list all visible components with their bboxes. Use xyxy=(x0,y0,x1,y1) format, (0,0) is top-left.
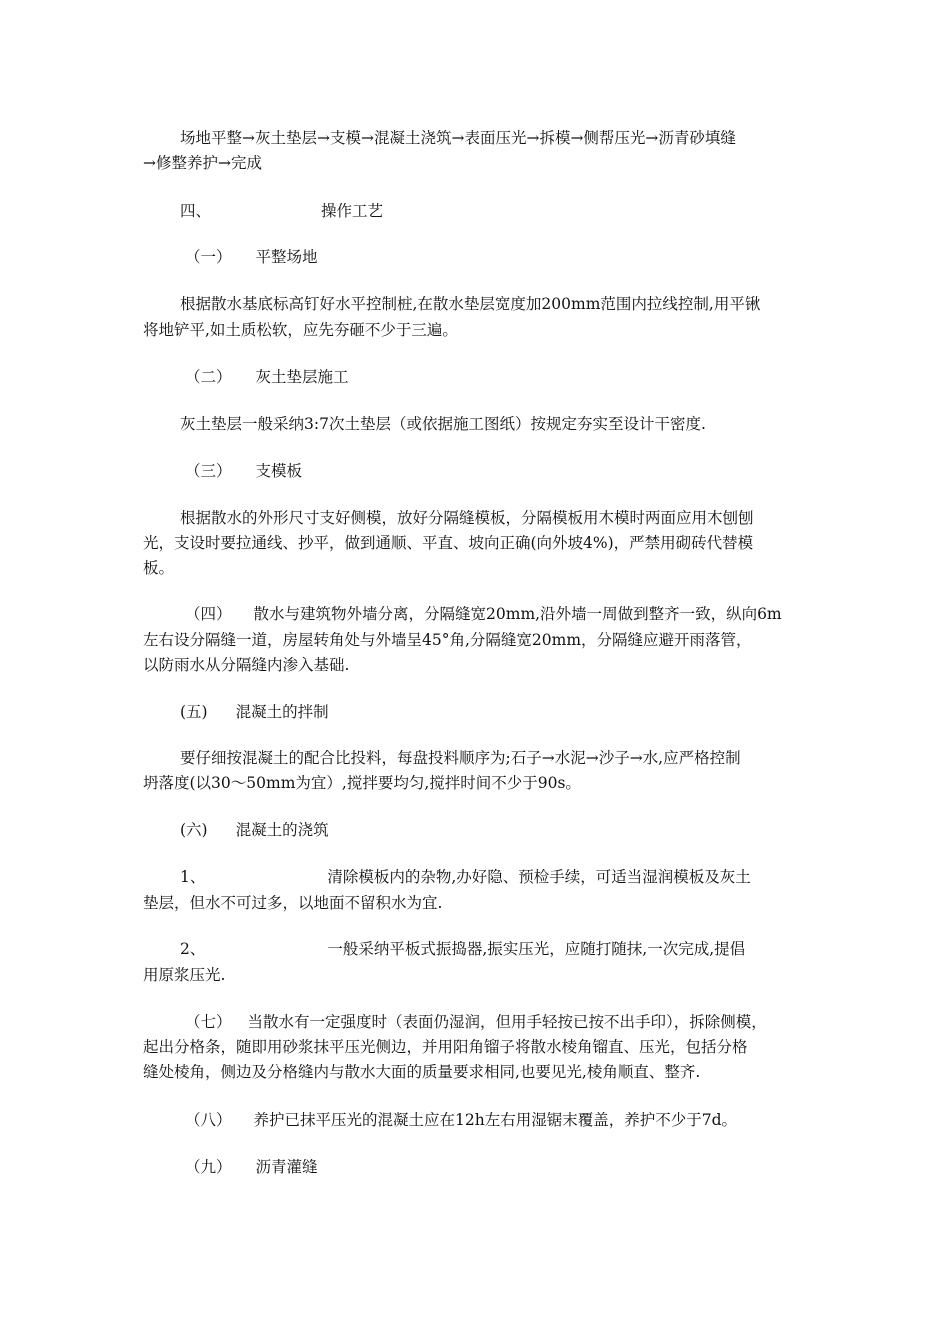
subsection-number: （九） xyxy=(185,1158,232,1176)
subsection-title: 平整场地 xyxy=(255,248,318,266)
paragraph-line: 要仔细按混凝土的配合比投料，每盘投料顺序为;石子→水泥→沙子→水,应严格控制 xyxy=(180,749,741,767)
subsection-2-heading xyxy=(185,367,349,387)
subsection-number: （三） xyxy=(185,462,232,480)
subsection-title: 混凝土的浇筑 xyxy=(235,821,329,839)
paragraph-line: 坍落度(以30～50mm为宜）,搅拌要均匀,搅拌时间不少于90s。 xyxy=(143,774,581,792)
subsection-1-heading xyxy=(185,247,318,267)
subsection-number: （一） xyxy=(185,248,232,266)
subsection-5-heading xyxy=(180,702,329,722)
subsection-6-heading xyxy=(180,820,329,840)
subsection-9-heading xyxy=(185,1157,318,1177)
subsection-4-line-1 xyxy=(185,604,782,624)
paragraph-line: 板。 xyxy=(143,559,175,577)
paragraph-line: 光，支设时要拉通线、抄平，做到通顺、平直、坡向正确(向外坡4%)，严禁用砌砖代替模 xyxy=(143,534,754,552)
list-item-text: 一般采纳平板式振捣器,振实压光，应随打随抹,一次完成,提倡 xyxy=(327,940,746,958)
paragraph-line: 以防雨水从分隔缝内渗入基础. xyxy=(143,656,350,674)
subsection-number: (六) xyxy=(180,821,208,839)
subsection-number: (五) xyxy=(180,703,208,721)
subsection-7-line-1 xyxy=(185,1012,767,1032)
paragraph-line: 灰土垫层一般采纳3:7次土垫层（或依据施工图纸）按规定夯实至设计干密度. xyxy=(180,415,706,433)
list-item-number: 2、 xyxy=(180,940,206,958)
list-item-number: 1、 xyxy=(180,868,206,886)
list-item-text: 清除模板内的杂物,办好隐、预检手续，可适当湿润模板及灰土 xyxy=(327,868,751,886)
subsection-number: （七） xyxy=(185,1013,232,1031)
flow-line-2: →修整养护→完成 xyxy=(143,154,262,172)
subsection-title: 沥青灌缝 xyxy=(255,1158,318,1176)
paragraph-line: 将地铲平,如土质松软，应先夯砸不少于三遍。 xyxy=(143,321,458,339)
paragraph-text: 散水与建筑物外墙分离，分隔缝宽20mm,沿外墙一周做到整齐一致，纵向6m xyxy=(253,605,782,623)
flow-line-1: 场地平整→灰土垫层→支模→混凝土浇筑→表面压光→拆模→侧帮压光→沥青砂填缝 xyxy=(180,129,736,147)
subsection-number: （二） xyxy=(185,368,232,386)
section-4-heading xyxy=(180,201,383,221)
section-title: 操作工艺 xyxy=(321,202,384,220)
subsection-3-heading xyxy=(185,461,302,481)
paragraph-line: 左右设分隔缝一道，房屋转角处与外墙呈45°角,分隔缝宽20mm，分隔缝应避开雨落管， xyxy=(143,631,752,649)
section-number: 四、 xyxy=(180,202,212,220)
subsection-8-line-1 xyxy=(185,1110,737,1130)
list-item-2-line-1 xyxy=(180,939,745,959)
paragraph-line: 缝处棱角，侧边及分格缝内与散水大面的质量要求相同,也要见光,棱角顺直、整齐. xyxy=(143,1063,701,1081)
list-item-1-line-1 xyxy=(180,867,751,887)
paragraph-text: 养护已抹平压光的混凝土应在12h左右用湿锯末覆盖，养护不少于7d。 xyxy=(253,1111,738,1129)
paragraph-text: 当散水有一定强度时（表面仍湿润，但用手轻按已按不出手印），拆除侧模， xyxy=(247,1013,767,1031)
subsection-number: （八） xyxy=(185,1111,232,1129)
paragraph-line: 垫层，但水不可过多，以地面不留积水为宜. xyxy=(143,894,443,912)
subsection-title: 灰土垫层施工 xyxy=(255,368,349,386)
paragraph-line: 用原浆压光. xyxy=(143,966,226,984)
subsection-title: 支模板 xyxy=(255,462,303,480)
paragraph-line: 根据散水的外形尺寸支好侧模，放好分隔缝模板，分隔模板用木模时两面应用木刨刨 xyxy=(180,509,754,527)
paragraph-line: 根据散水基底标高钉好水平控制桩,在散水垫层宽度加200mm范围内拉线控制,用平锹 xyxy=(180,295,761,313)
paragraph-line: 起出分格条，随即用砂浆抹平压光侧边，并用阳角镏子将散水棱角镏直、压光，包括分格 xyxy=(143,1038,748,1056)
subsection-number: （四） xyxy=(185,605,232,623)
subsection-title: 混凝土的拌制 xyxy=(235,703,329,721)
